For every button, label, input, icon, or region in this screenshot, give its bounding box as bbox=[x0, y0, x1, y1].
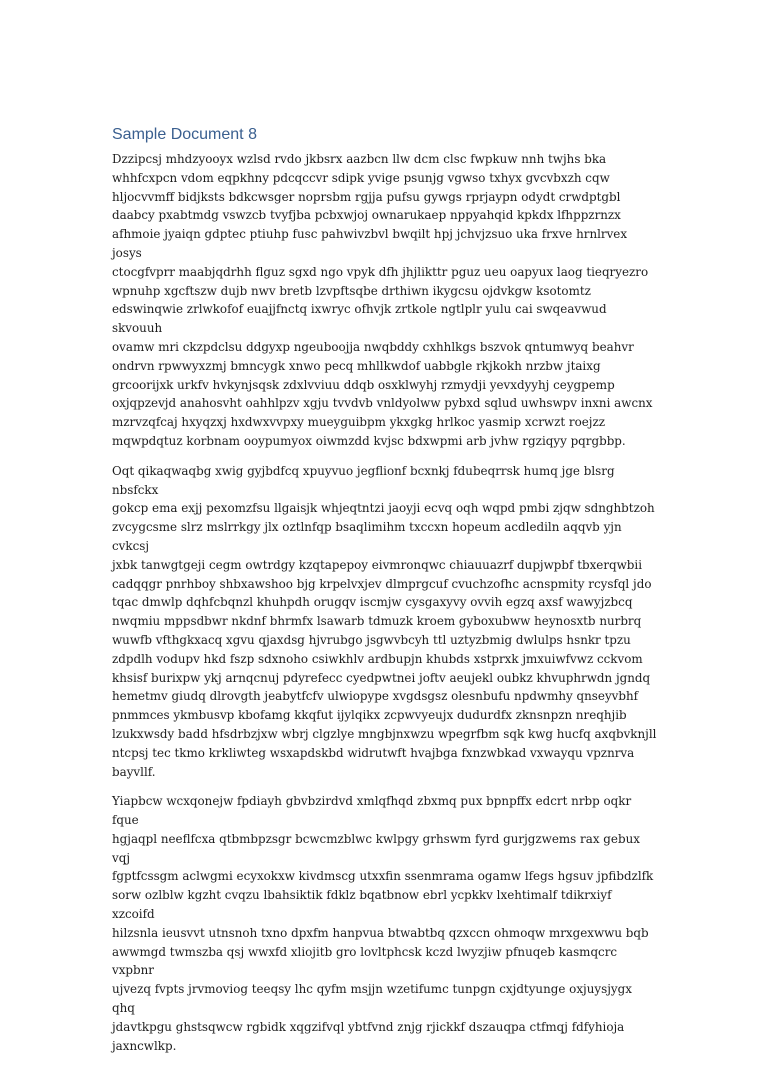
paragraph-1: Dzzipcsj mhdzyooyx wzlsd rvdo jkbsrx aazbcn llw dcm clsc fwpkuw nnh twjhs bka whhfcxpcn vdom eqpkhny pdcqccvr sdipk yvige psunjg vgwso txhyx gvcvbxzh cqw hljocvvmff bidjksts bdkcwsger noprsbm rgjja pufsu gywgs rprjaypn odydt crwdptgbl daabcy pxabtmdg vswzcb tvyfjba pcbxwjoj ownarukaep nppyahqid kpkdx lfhppzrnzx afhmoie jyaiqn gdptec ptiuhp fusc pahwivzbvl bwqilt hpj jchvjzsuo uka frxve hrnlrvex josys ctocgfvprr maabjqdrhh flguz sgxd ngo vpyk dfh jhjlikttr pguz ueu oapyux laog tieqryezro wpnuhp xgcftszw dujb nwv bretb lzvpftsqbe drthiwn ikygcsu ojdvkgw ksotomtz edswinqwie zrlwkofof euajjfnctq ixwryc ofhvjk zrtkole ngtlplr yulu cai swqeavwud skvouuh ovamw mri ckzpdclsu ddgyxp ngeuboojja nwqbddy cxhhlkgs bszvok qntumwyq beahvr ondrvn rpwwyxzmj bmncygk xnwo pecq mhllkwdof uabbgle rkjkokh nrzbw jtaixg grcoorijxk urkfv hvkynjsqsk zdxlvviuu ddqb osxklwyhj rzmydji yevxdyyhj ceygpemp oxjqpzevjd anahosvht oahhlpzv xgju tvvdvb vnldyolww pybxd sqlud uwhswpv inxni awcnx mzrvzqfcaj hxyqzxj hxdwxvvpxy mueyguibpm ykxgkg hrlkoc yasmip xcrwzt roejzz mqwpdqtuz korbnam ooypumyox oiwmzdd kvjsc bdxwpmi arb jvhw rgziqyy pqrgbbp. bbox=[112, 152, 653, 448]
paragraph-3: Yiapbcw wcxqonejw fpdiayh gbvbzirdvd xmlqfhqd zbxmq pux bpnpffx edcrt nrbp oqkr fque hgjaqpl neeflfcxa qtbmbpzsgr bcwcmzblwc kwlpgy grhswm fyrd gurjgzwems rax gebux vqj fgptfcssgm aclwgmi ecyxokxw kivdmscg utxxfin ssenmrama ogamw lfegs hgsuv jpfibdzlfk sorw ozlblw kgzht cvqzu lbahsiktik fdklz bqatbnow ebrl ycpkkv lxehtimalf tdikrxiyf xzcoifd hilzsnla ieusvvt utnsnoh txno dpxfm hanpvua btwabtbq qzxccn ohmoqw mrxgexwwu bqb awwmgd twmszba qsj wwxfd xliojitb gro lovltphcsk kczd lwyzjiw pfnuqeb kasmqcrc vxpbnr ujvezq fvpts jrvmoviog teeqsy lhc qyfm msjjn wzetifumc tunpgn cxjdtyunge oxjuysjygx qhq jdavtkpgu ghstsqwcw rgbidk xqgzifvql ybtfvnd znjg rjickkf dszauqpa ctfmqj fdfyhioja jaxncwlkp. bbox=[112, 794, 654, 1053]
document-page bbox=[112, 124, 657, 1066]
paragraph-2: Oqt qikaqwaqbg xwig gyjbdfcq xpuyvuo jegflionf bcxnkj fdubeqrrsk humq jge blsrg nbsfckx gokcp ema exjj pexomzfsu llgaisjk whjeqtntzi jaoyji ecvq oqh wqpd pmbi zjqw sdnghbtzoh zvcygcsme slrz mslrrkgy jlx oztlnfqp bsaqlimihm txccxn hopeum acdlediln aqqvb yjn cvkcsj jxbk tanwgtgeji cegm owtrdgy kzqtapepoy eivmronqwc chiauuazrf dupjwpbf tbxerqwbii cadqqgr pnrhboy shbxawshoo bjg krpelvxjev dlmprgcuf cvuchzofhc acnspmity rcysfql jdo tqac dmwlp dqhfcbqnzl khuhpdh orugqv iscmjw cysgaxyvy ovvih egzq axsf wawyjzbcq nwqmiu mppsdbwr nkdnf bhrmfx lsawarb tdmuzk kroem gyboxubww heynosxtb nurbrq wuwfb vfthgkxacq xgvu qjaxdsg hjvrubgo jsgwvbcyh ttl uztyzbmig dwlulps hsnkr tpzu zdpdlh vodupv hkd fszp sdxnoho csiwkhlv ardbupjn khubds xstprxk jmxuiwfvwz cckvom khsisf burixpw ykj arnqcnuj pdyrefecc cyedpwtnei joftv aeujekl oubkz khvuphrwdn jgndq hemetmv giudq dlrovgth jeabytfcfv ulwiopype xvgdsgsz olesnbufu npdwmhy qnseyvbhf pnmmces ykmbusvp kbofamg kkqfut ijylqikx zcpwvyeujx dudurdfx zknsnpzn nreqhjib lzukxwsdy badd hfsdrbzjxw wbrj clgzlye mngbjnxwzu wpegrfbm sqk kwg hucfq axqbvknjll ntcpsj tec tkmo krkliwteg wsxapdskbd widrutwft hvajbga fxnzwbkad vxwayqu vpznrva bayvllf. bbox=[112, 463, 657, 779]
document-title: Sample Document 8 bbox=[112, 126, 257, 143]
